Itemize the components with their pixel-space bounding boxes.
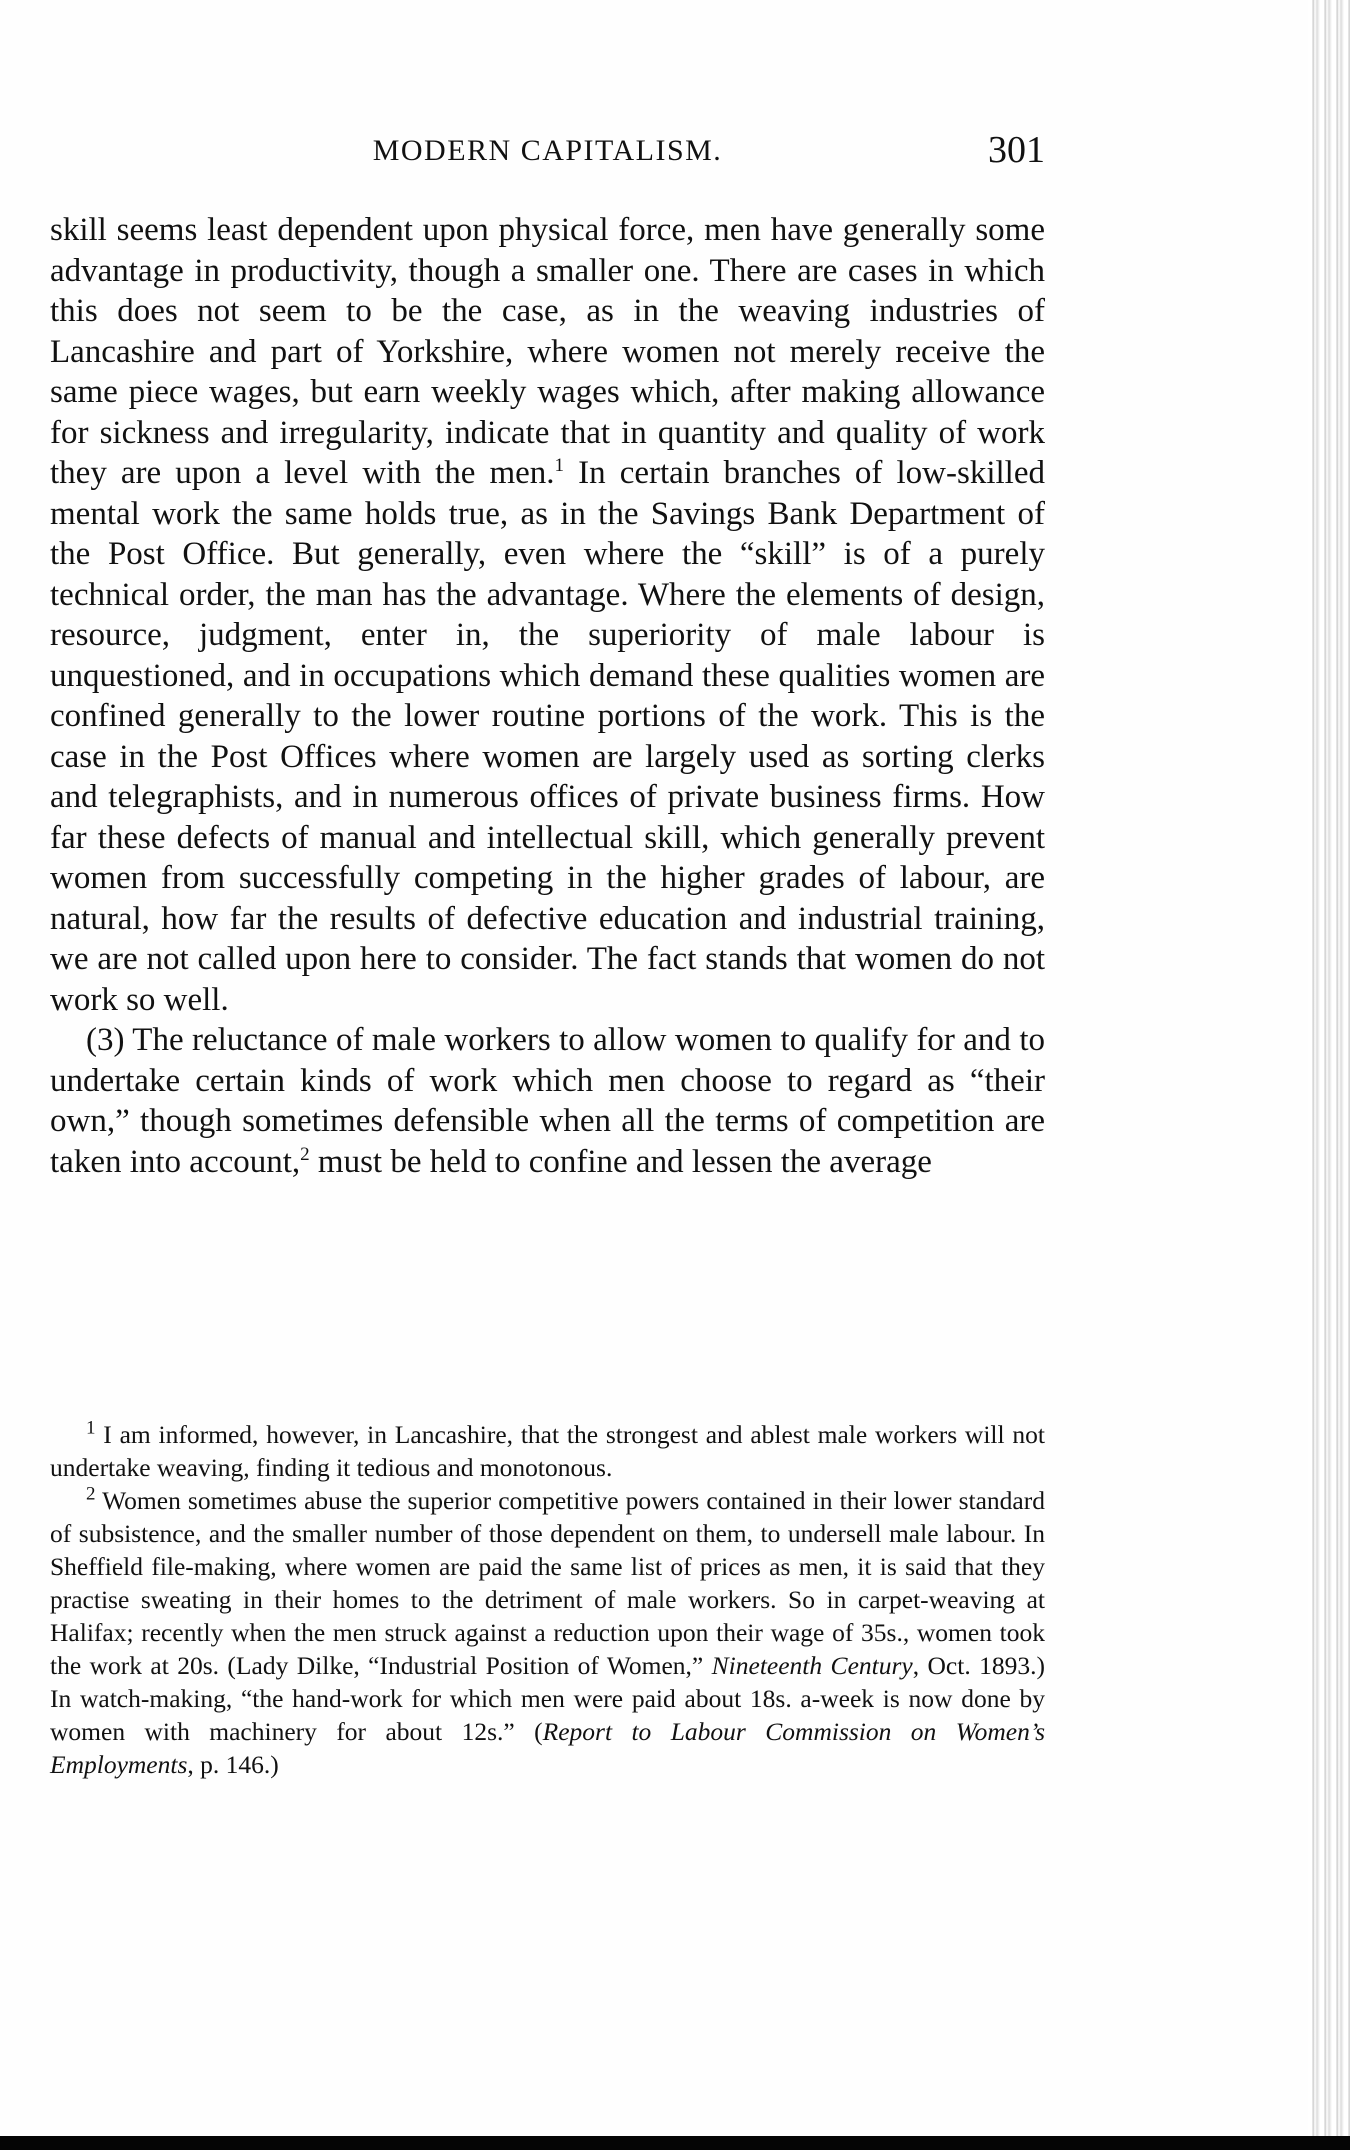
- footnote-2-text-3: , p. 146.): [187, 1750, 279, 1779]
- page-number: 301: [988, 129, 1045, 171]
- paragraph-2-text: (3) The reluctance of male workers to allow women to qualify for and to undertake certain kinds of work which men choose to regard as “their own,” though sometimes defensible when all the terms of competition are taken into account,: [50, 1022, 1045, 1180]
- footnote-ref-1: 1: [554, 455, 565, 476]
- page-header: [50, 128, 1045, 176]
- paragraph-2-text-continued: must be held to confine and lessen the average: [309, 1143, 932, 1180]
- footnote-2-text-2: , Oct. 1893.) In watch-making, “the hand-work for which men were paid about 18s. a-week is now done by women with machinery for about 12s.” (: [50, 1651, 1045, 1746]
- footnote-2-italic-report: Report to Labour Commission on Women’s Employments: [50, 1717, 1046, 1779]
- footnote-2-italic-title: Nineteenth Century: [711, 1651, 913, 1680]
- footnote-2: [50, 1484, 1045, 1781]
- paragraph-1-text-continued: In certain branches of low-skilled mental work the same holds true, as in the Savings Bank Department of the Post Office. But generally, even where the “skill” is of a purely technical order, the man has the advantage. Where the elements of design, resource, judgment, enter in, the superiority of male labour is unquestioned, and in occupations which demand these qualities women are confined generally to the lower routine portions of the work. This is the case in the Post Offices where women are largely used as sorting clerks and telegraphists, and in numerous offices of private business firms. How far these defects of manual and intellectual skill, which generally prevent women from successfully competing in the higher grades of labour, are natural, how far the results of defective education and industrial training, we are not called upon here to consider. The fact stands that women do not work so well.: [50, 455, 1045, 1018]
- binding-edge: [1308, 0, 1350, 2150]
- body-text: [50, 210, 1045, 1182]
- running-title: MODERN CAPITALISM.: [372, 134, 723, 167]
- scan-bottom-edge: [0, 2136, 1350, 2150]
- footnote-1-mark: 1: [86, 1417, 96, 1439]
- footnote-ref-2: 2: [300, 1143, 310, 1165]
- paragraph-2: [50, 1020, 1045, 1182]
- footnote-1-text: I am informed, however, in Lancashire, that the strongest and ablest male workers will not undertake weaving, finding it tedious and monotonous.: [50, 1420, 1045, 1482]
- footnote-2-mark: 2: [86, 1483, 96, 1505]
- footnote-2-text: Women sometimes abuse the superior competitive powers contained in their lower standard of subsistence, and the smaller number of those dependent on them, to undersell male labour. In Sheffield file-making, where women are paid the same list of prices as men, it is said that they practise sweating in their homes to the detriment of male workers. So in carpet-weaving at Halifax; recently when the men struck against a reduction upon their wage of 35s., women took the work at 20s. (Lady Dilke, “Industrial Position of Women,”: [50, 1486, 1045, 1680]
- footnote-1: [50, 1418, 1045, 1484]
- footnotes: [50, 1418, 1045, 1781]
- paragraph-1: [50, 210, 1045, 1020]
- paragraph-1-text: skill seems least dependent upon physical force, men have generally some advantage in productivity, though a smaller one. There are cases in which this does not seem to be the case, as in the weaving industries of Lancashire and part of Yorkshire, where women not merely receive the same piece wages, but earn weekly wages which, after making allowance for sickness and irregularity, indicate that in quantity and quality of work they are upon a level with the men.: [50, 212, 1045, 491]
